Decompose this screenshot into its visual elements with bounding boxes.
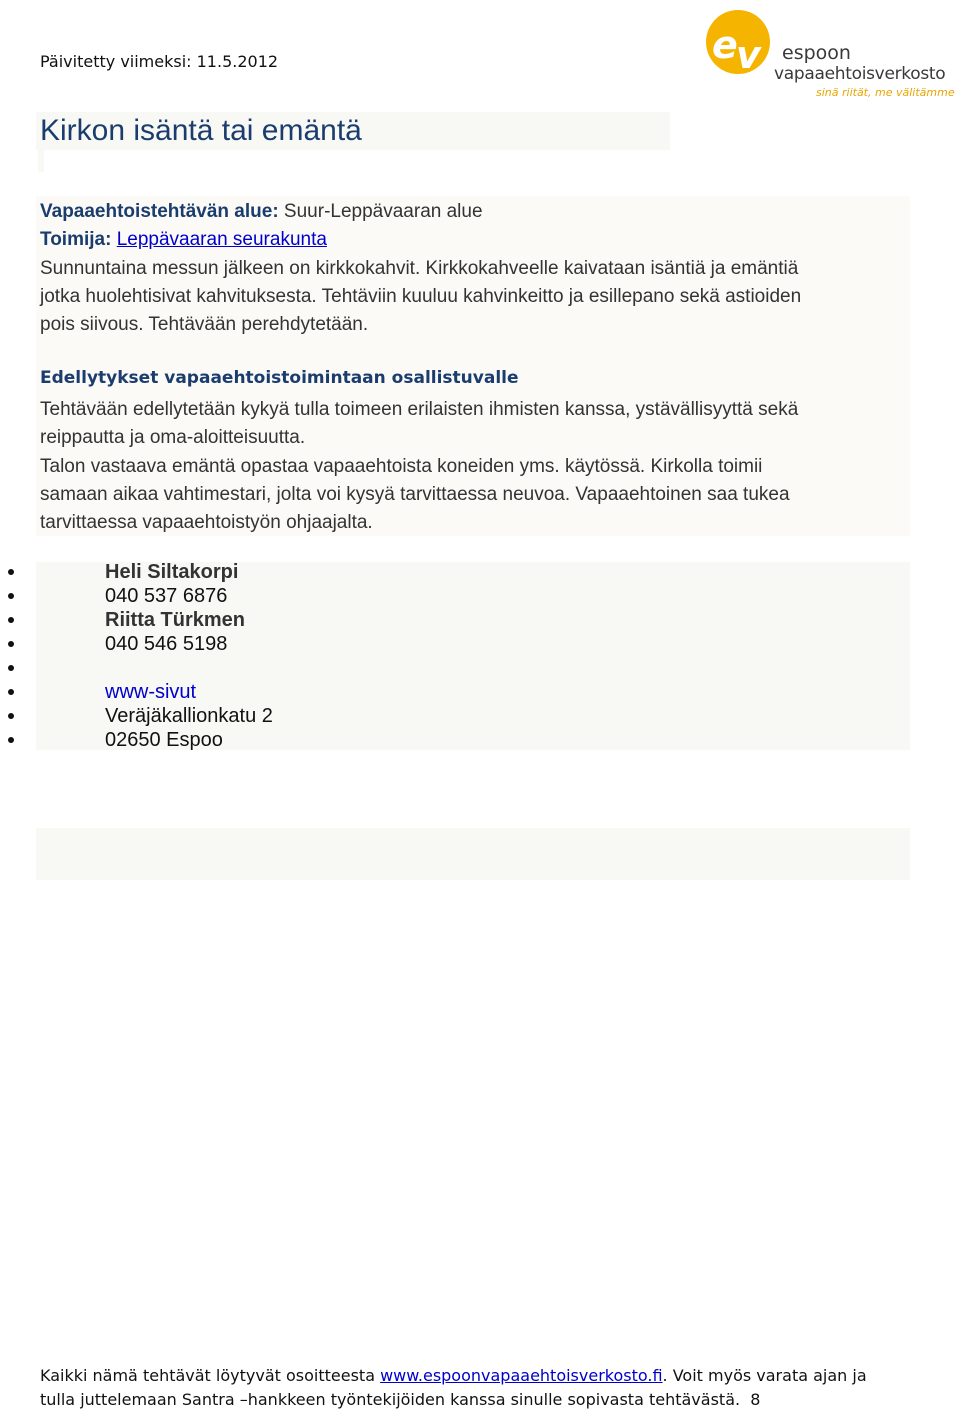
footer-line-1 — [40, 1364, 867, 1388]
footer-line-2 — [40, 1388, 867, 1412]
bullet-icon — [8, 617, 14, 623]
page-title: Kirkon isäntä tai emäntä — [40, 114, 362, 147]
bullet-icon — [8, 641, 14, 647]
bullet-icon — [8, 569, 14, 575]
contact-postal: 02650 Espoo — [105, 729, 223, 751]
svg-text:v: v — [736, 33, 761, 77]
ev-logo-mark-icon — [698, 6, 778, 86]
website-link[interactable]: www-sivut — [105, 681, 197, 703]
task-actor-label: Toimija: — [40, 229, 112, 250]
bullet-icon — [8, 737, 14, 743]
svg-text:e: e — [712, 23, 738, 67]
footer-website-link[interactable]: www.espoonvapaaehtoisverkosto.fi — [380, 1366, 663, 1385]
task-area — [40, 198, 483, 226]
task-description-line: jotka huolehtisivat kahvituksesta. Tehtäviin kuuluu kahvinkeitto ja esillepano sekä astioiden — [40, 286, 802, 307]
task-area-value: Suur-Leppävaaran alue — [278, 201, 483, 222]
logo-text-vapaaehtoisverkosto: vapaaehtoisverkosto — [774, 64, 946, 84]
page-number: 8 — [750, 1390, 761, 1409]
requirements-line: samaan aikaa vahtimestari, jolta voi kysyä tarvittaessa neuvoa. Vapaaehtoinen saa tukea — [40, 484, 790, 505]
requirements-line: reippautta ja oma-aloitteisuutta. — [40, 427, 306, 448]
contact-name: Riitta Türkmen — [105, 609, 246, 631]
task-description-line: pois siivous. Tehtävään perehdytetään. — [40, 314, 369, 335]
footer-text: tulla juttelemaan Santra –hankkeen työntekijöiden kanssa sinulle sopivasta tehtävästä. — [40, 1390, 741, 1409]
espoon-vapaaehtoisverkosto-logo — [698, 6, 960, 102]
bullet-icon — [8, 689, 14, 695]
footer — [40, 1364, 867, 1412]
bullet-icon — [8, 593, 14, 599]
logo-slogan: sinä riität, me välitämme — [816, 86, 955, 99]
updated-date: Päivitetty viimeksi: 11.5.2012 — [40, 52, 279, 71]
task-area-label: Vapaaehtoistehtävän alue: — [40, 201, 279, 222]
empty-panel — [36, 828, 910, 880]
footer-text: . Voit myös varata ajan ja — [662, 1366, 867, 1385]
requirements-line: Tehtävään edellytetään kykyä tulla toimeen erilaisten ihmisten kanssa, ystävällisyyttä sekä — [40, 399, 799, 420]
requirements-line: tarvittaessa vapaaehtoistyön ohjaajalta. — [40, 512, 373, 533]
requirements-line: Talon vastaava emäntä opastaa vapaaehtoista koneiden yms. käytössä. Kirkolla toimii — [40, 456, 763, 477]
contact-phone: 040 546 5198 — [105, 633, 228, 655]
task-actor — [40, 226, 327, 254]
requirements-heading: Edellytykset vapaaehtoistoimintaan osallistuvalle — [40, 368, 519, 388]
title-accent — [38, 150, 44, 172]
bullet-icon — [8, 665, 14, 671]
contact-name: Heli Siltakorpi — [105, 561, 239, 583]
contact-phone: 040 537 6876 — [105, 585, 228, 607]
bullet-icon — [8, 713, 14, 719]
logo-text-espoon: espoon — [782, 42, 851, 64]
task-description-line: Sunnuntaina messun jälkeen on kirkkokahvit. Kirkkokahveelle kaivataan isäntiä ja emäntiä — [40, 258, 799, 279]
contact-street: Veräjäkallionkatu 2 — [105, 705, 273, 727]
actor-link[interactable]: Leppävaaran seurakunta — [116, 229, 327, 250]
footer-text: Kaikki nämä tehtävät löytyvät osoitteesta — [40, 1366, 381, 1385]
